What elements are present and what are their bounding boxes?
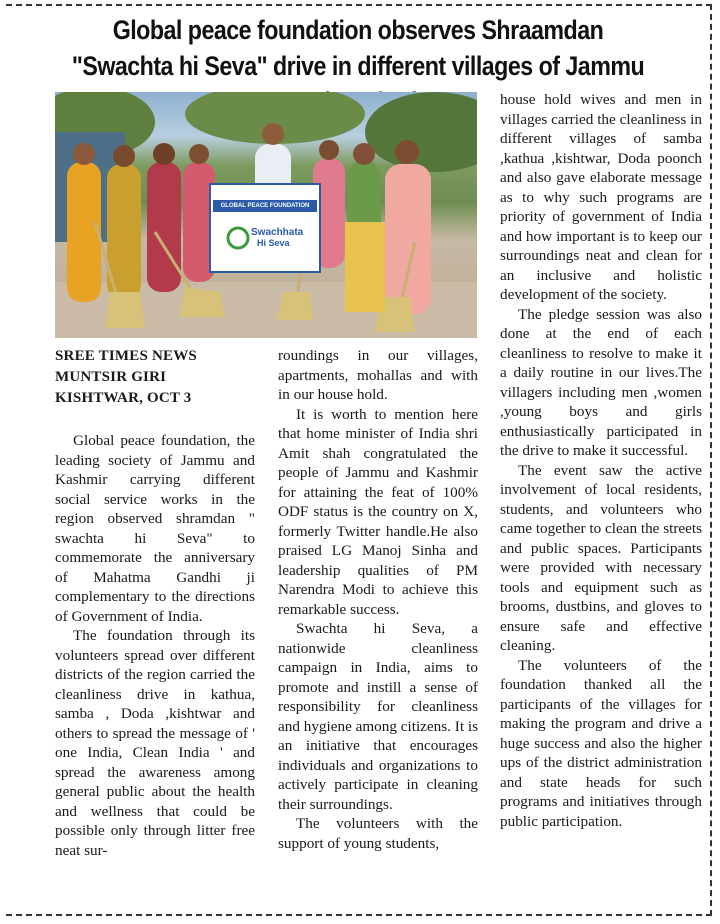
headline: Global peace foundation observes Shraamdan "Swachta hi Seva" drive in different villages of Jammu: [71, 15, 645, 81]
group-photo-illustration: [55, 92, 477, 338]
column-3: [500, 90, 702, 831]
paragraph: Global peace foundation, the leading society of Jammu and Kashmir carrying different social service works in the region observed shramdan " swachta hi Seva" to commemorate the anniversary of Mahatma Gandhi ji complementary to the directions of Government of India.: [55, 432, 255, 625]
paragraph: It is worth to mention here that home minister of India shri Amit shah congratulated the people of Jammu and Kashmir for attaining the feat of 100% ODF status is the country on X, formerly Twitter handle.He also praised LG Manoj Sinha and leadership qualities of PM Narendra Modi to achieve this remarkable success.: [278, 405, 478, 618]
banner-org-text: GLOBAL PEACE FOUNDATION: [220, 203, 310, 209]
banner-logo-text-2: Hi Seva: [257, 238, 290, 248]
column-2: [278, 346, 478, 853]
paragraph: The volunteers of the foundation thanked all the participants of the villages for making the program and drive a huge success and also the higher ups of the district administration and state heads for such programs and initiatives through public participation.: [500, 656, 702, 830]
dateline: [55, 346, 255, 409]
paragraph: house hold wives and men in villages carried the cleanliness in different villages of samba ,kathua ,kishtwar, Doda poonch and also gave elaborate message as to why such programs are priority of government of India and how important is to keep our surroundings neat and clean for an inclusive and holistic development of the society.: [500, 91, 702, 303]
banner-logo-text: Swachhata: [251, 227, 304, 238]
paragraph: The pledge session was also done at the end of each cleanliness to resolve to make it a daily routine in our lives.The villagers including men ,women ,young boys and girls enthusiastically participated in the drive to make it successful.: [500, 305, 702, 459]
article-photo: [55, 92, 477, 338]
paragraph: The foundation through its volunteers spread over different districts of the region carried the cleanliness drive in kathua, samba , Doda ,kishtwar and others to spread the message of ' one India, Clean India ' and spread the awareness among general public about the health and wellness that could be possible only through litter free neat sur-: [55, 627, 255, 859]
paragraph: roundings in our villages, apartments, mohallas and with in our house hold.: [278, 347, 478, 403]
dateline-source: SREE TIMES NEWS: [55, 348, 197, 364]
paragraph: The event saw the active involvement of local residents, students, and volunteers who came together to clean the streets and public spaces. Participants were provided with necessary tools and equipment such as brooms, dustbins, and gloves to ensure safe and effective cleaning.: [500, 461, 702, 654]
paragraph: Swachta hi Seva, a nationwide cleanliness campaign in India, aims to promote and instill a sense of responsibility for cleanliness and hygiene among citizens. It is an initiative that encourages individuals and organizations to actively participate in cleaning their surroundings.: [278, 620, 478, 813]
dateline-author: MUNTSIR GIRI: [55, 369, 167, 385]
dateline-place-date: KISHTWAR, OCT 3: [55, 390, 192, 406]
column-1: [55, 346, 255, 860]
paragraph: The volunteers with the support of young students,: [278, 815, 478, 852]
